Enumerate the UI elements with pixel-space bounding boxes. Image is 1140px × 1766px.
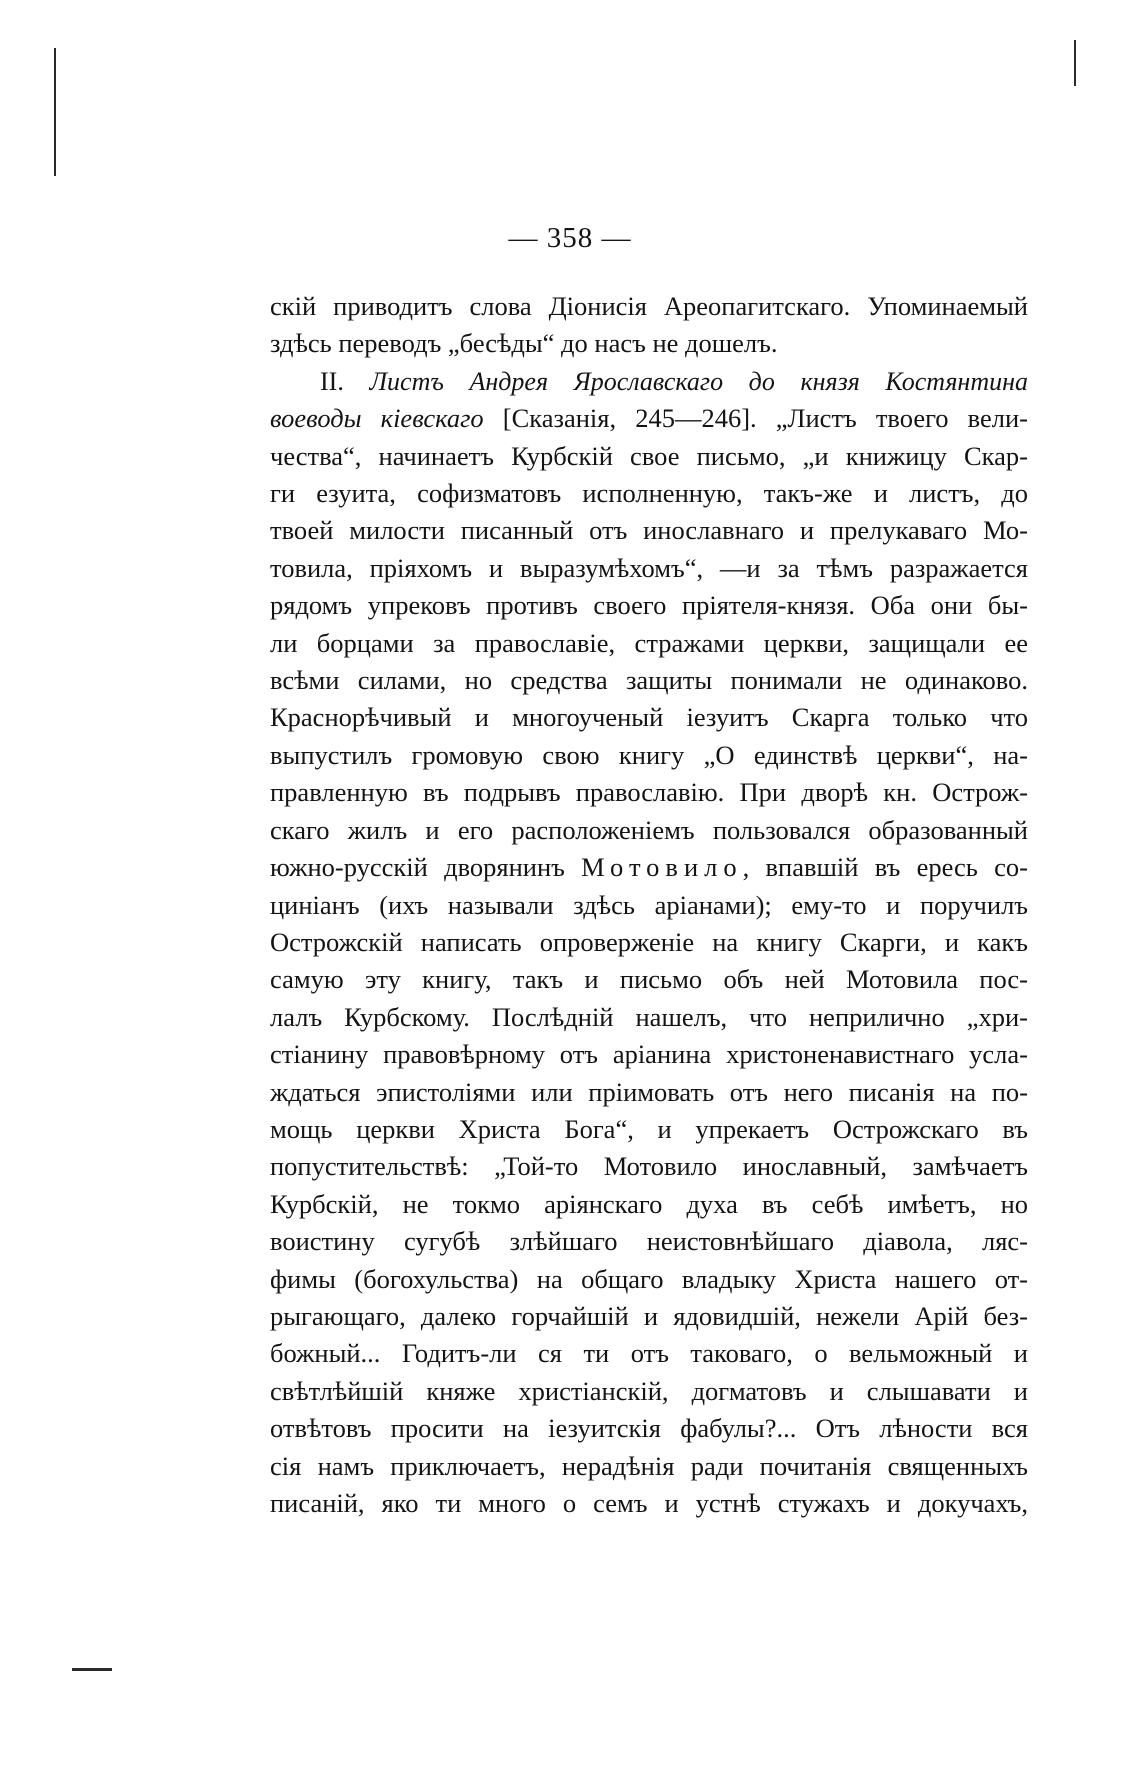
- text-line: лалъ Курбскому. Послѣдній нашелъ, что неприлично „хри-: [270, 1001, 1028, 1032]
- text-line: самую эту книгу, такъ и письмо объ ней Мотовила пос-: [270, 964, 1028, 995]
- text-line: [270, 849, 1028, 886]
- paragraph-2: [270, 363, 1028, 1523]
- citation: [Сказанія, 245—246]. „Листъ твоего вели-: [483, 403, 1028, 434]
- text-segment: южно-русскій дворянинъ: [270, 852, 582, 883]
- text-line: мощь церкви Христа Бога“, и упрекаетъ Острожскаго въ: [270, 1113, 1028, 1144]
- text-line: [270, 400, 1028, 437]
- text-line: [270, 363, 1028, 400]
- text-line: свѣтлѣйшій княже христіанскій, догматовъ и слышавати и: [270, 1375, 1028, 1406]
- text-line: рыгающаго, далеко горчайшій и ядовидшій, нежели Арій без-: [270, 1300, 1028, 1331]
- spaced-name: Мотовило: [581, 852, 743, 883]
- main-text: [270, 288, 1028, 1522]
- text-line: божный... Годитъ-ли ся ти отъ таковаго, о вельможный и: [270, 1338, 1028, 1369]
- text-line: чества“, начинаетъ Курбскій свое письмо, „и книжицу Скар-: [270, 440, 1028, 471]
- scan-edge-mark-right: [1074, 40, 1076, 86]
- text-line: ли борцами за православіе, стражами церкви, защищали ее: [270, 627, 1028, 658]
- page-number: — 358 —: [508, 222, 632, 254]
- text-line: всѣми силами, но средства защиты понимали не одинаково.: [270, 665, 1028, 696]
- text-line: Курбскій, не токмо аріянскаго духа въ себѣ имѣетъ, но: [270, 1188, 1028, 1219]
- scan-edge-mark-left: [54, 48, 56, 176]
- text-segment: , впавшій въ ересь со-: [742, 852, 1028, 883]
- text-line: Острожскій написать опроверженіе на книгу Скарги, и какъ: [270, 926, 1028, 957]
- scan-edge-dash-bottom: [72, 1668, 112, 1671]
- letter-title: Листъ Андрея Ярославскаго до князя Костянтина: [369, 366, 1028, 396]
- text-line: писаній, яко ти много о семъ и устнѣ стужахъ и докучахъ,: [270, 1488, 1028, 1518]
- text-line: рядомъ упрековъ противъ своего пріятеля-князя. Оба они бы-: [270, 590, 1028, 621]
- text-line: твоей милости писанный отъ инославнаго и прелукаваго Мо-: [270, 515, 1028, 546]
- text-line: отвѣтовъ просити на іезуитскія фабулы?... Отъ лѣности вся: [270, 1413, 1028, 1444]
- text-line: скаго жилъ и его расположеніемъ пользовался образованный: [270, 814, 1028, 845]
- text-line: фимы (богохульства) на общаго владыку Христа нашего от-: [270, 1263, 1028, 1294]
- text-line: товила, пріяхомъ и выразумѣхомъ“, —и за тѣмъ разражается: [270, 552, 1028, 583]
- text-line: ги езуита, софизматовъ исполненную, такъ-же и листъ, до: [270, 478, 1028, 509]
- text-line: циніанъ (ихъ называли здѣсь аріанами); ему-то и поручилъ: [270, 889, 1028, 920]
- letter-title-continued: воеводы кіевскаго: [270, 403, 484, 434]
- text-line: скій приводитъ слова Діонисія Ареопагитскаго. Упоминаемый: [270, 291, 1028, 321]
- text-line: стіанину правовѣрному отъ аріанина христоненавистнаго усла-: [270, 1039, 1028, 1070]
- text-line: Краснорѣчивый и многоученый іезуитъ Скарга только что: [270, 702, 1028, 733]
- text-line: воистину сугубѣ злѣйшаго неистовнѣйшаго діавола, ляс-: [270, 1226, 1028, 1257]
- text-line: попустительствѣ: „Той-то Мотовило инославный, замѣчаетъ: [270, 1151, 1028, 1182]
- text-line: здѣсь переводъ „бесѣды“ до насъ не дошелъ.: [270, 328, 778, 359]
- paragraph-1: [270, 288, 1028, 363]
- text-line: ждаться эпистоліями или пріимовать отъ него писанія на по-: [270, 1076, 1028, 1107]
- section-number: II.: [320, 366, 370, 396]
- text-line: сія намъ приключаетъ, нерадѣнія ради почитанія священныхъ: [270, 1450, 1028, 1481]
- text-line: правленную въ подрывъ православію. При дворѣ кн. Острож-: [270, 777, 1028, 808]
- text-line: выпустилъ громовую свою книгу „О единствѣ церкви“, на-: [270, 739, 1028, 770]
